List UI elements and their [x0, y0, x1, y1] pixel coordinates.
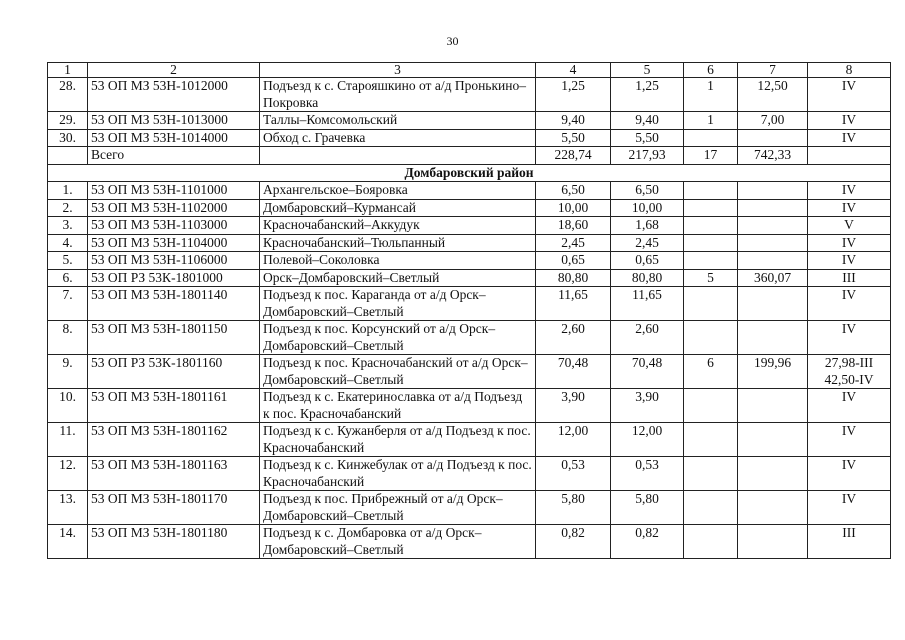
table-row — [48, 423, 891, 457]
road-length-hard-surface: 2,60 — [611, 321, 684, 355]
road-length: 9,40 — [536, 112, 611, 130]
structure-length — [738, 321, 808, 355]
structure-count: 6 — [684, 355, 738, 389]
road-length: 1,25 — [536, 78, 611, 112]
road-length-hard-surface: 1,25 — [611, 78, 684, 112]
road-category: IV — [808, 491, 891, 525]
row-number: 2. — [48, 199, 88, 217]
structure-length: 360,07 — [738, 269, 808, 287]
column-number: 2 — [88, 63, 260, 78]
structure-length — [738, 457, 808, 491]
road-length-hard-surface: 0,82 — [611, 525, 684, 559]
road-length: 70,48 — [536, 355, 611, 389]
road-length-hard-surface: 5,50 — [611, 129, 684, 147]
structure-length: 199,96 — [738, 355, 808, 389]
structure-length: 12,50 — [738, 78, 808, 112]
structure-count — [684, 234, 738, 252]
structure-count — [684, 287, 738, 321]
road-category: IV — [808, 252, 891, 270]
road-length-hard-surface: 3,90 — [611, 389, 684, 423]
total-structure-count: 17 — [684, 147, 738, 165]
row-number: 5. — [48, 252, 88, 270]
table-row — [48, 217, 891, 235]
road-name: Красночабанский–Аккудук — [260, 217, 536, 235]
table-row — [48, 525, 891, 559]
road-category: III — [808, 269, 891, 287]
road-name: Архангельское–Бояровка — [260, 182, 536, 200]
road-code: 53 ОП МЗ 53Н-1013000 — [88, 112, 260, 130]
structure-count — [684, 491, 738, 525]
road-length-hard-surface: 12,00 — [611, 423, 684, 457]
row-number: 28. — [48, 78, 88, 112]
structure-length — [738, 129, 808, 147]
road-category: IV — [808, 112, 891, 130]
road-length-hard-surface: 9,40 — [611, 112, 684, 130]
road-name: Подъезд к пос. Прибрежный от а/д Орск–Домбаровский–Светлый — [260, 491, 536, 525]
structure-count: 1 — [684, 112, 738, 130]
total-row — [48, 147, 891, 165]
road-code: 53 ОП МЗ 53Н-1106000 — [88, 252, 260, 270]
road-length: 6,50 — [536, 182, 611, 200]
empty-cell — [48, 147, 88, 165]
table-row — [48, 199, 891, 217]
row-number: 11. — [48, 423, 88, 457]
road-name: Подъезд к пос. Караганда от а/д Орск–Домбаровский–Светлый — [260, 287, 536, 321]
road-length-hard-surface: 11,65 — [611, 287, 684, 321]
road-code: 53 ОП МЗ 53Н-1801170 — [88, 491, 260, 525]
road-code: 53 ОП МЗ 53Н-1102000 — [88, 199, 260, 217]
structure-count — [684, 389, 738, 423]
road-name: Подъезд к с. Домбаровка от а/д Орск–Домбаровский–Светлый — [260, 525, 536, 559]
structure-length — [738, 491, 808, 525]
column-number: 7 — [738, 63, 808, 78]
road-code: 53 ОП РЗ 53К-1801000 — [88, 269, 260, 287]
structure-length — [738, 182, 808, 200]
structure-length — [738, 423, 808, 457]
section-header-row — [48, 164, 891, 182]
structure-count: 1 — [684, 78, 738, 112]
structure-length — [738, 199, 808, 217]
table-row — [48, 182, 891, 200]
structure-count — [684, 129, 738, 147]
road-code: 53 ОП МЗ 53Н-1801162 — [88, 423, 260, 457]
table-row — [48, 287, 891, 321]
road-code: 53 ОП МЗ 53Н-1012000 — [88, 78, 260, 112]
road-name: Подъезд к с. Екатеринославка от а/д Подъезд к пос. Красночабанский — [260, 389, 536, 423]
structure-length — [738, 525, 808, 559]
road-code: 53 ОП МЗ 53Н-1801163 — [88, 457, 260, 491]
road-length-hard-surface: 80,80 — [611, 269, 684, 287]
road-name: Обход с. Грачевка — [260, 129, 536, 147]
road-length-hard-surface: 70,48 — [611, 355, 684, 389]
structure-length — [738, 217, 808, 235]
road-code: 53 ОП МЗ 53Н-1014000 — [88, 129, 260, 147]
road-length: 2,60 — [536, 321, 611, 355]
column-number-row — [48, 63, 891, 78]
road-name: Домбаровский–Курмансай — [260, 199, 536, 217]
structure-count — [684, 321, 738, 355]
road-length: 0,53 — [536, 457, 611, 491]
total-structure-length: 742,33 — [738, 147, 808, 165]
structure-count — [684, 423, 738, 457]
road-length-hard-surface: 1,68 — [611, 217, 684, 235]
total-label: Всего — [88, 147, 260, 165]
road-length: 2,45 — [536, 234, 611, 252]
structure-count — [684, 199, 738, 217]
structure-count — [684, 182, 738, 200]
road-name: Полевой–Соколовка — [260, 252, 536, 270]
road-name: Таллы–Комсомольский — [260, 112, 536, 130]
road-category: V — [808, 217, 891, 235]
road-length-hard-surface: 5,80 — [611, 491, 684, 525]
table-row — [48, 269, 891, 287]
table-row — [48, 457, 891, 491]
structure-count — [684, 217, 738, 235]
road-name: Орск–Домбаровский–Светлый — [260, 269, 536, 287]
road-category: IV — [808, 234, 891, 252]
column-number: 4 — [536, 63, 611, 78]
structure-length — [738, 252, 808, 270]
road-name: Подъезд к с. Кинжебулак от а/д Подъезд к пос. Красночабанский — [260, 457, 536, 491]
page-number: 30 — [446, 34, 459, 48]
row-number: 10. — [48, 389, 88, 423]
road-category: IV — [808, 423, 891, 457]
structure-length — [738, 389, 808, 423]
road-category: IV — [808, 182, 891, 200]
row-number: 8. — [48, 321, 88, 355]
road-code: 53 ОП МЗ 53Н-1104000 — [88, 234, 260, 252]
road-length-hard-surface: 6,50 — [611, 182, 684, 200]
column-number: 1 — [48, 63, 88, 78]
row-number: 7. — [48, 287, 88, 321]
structure-count: 5 — [684, 269, 738, 287]
section-title: Домбаровский район — [48, 164, 891, 182]
road-length: 0,65 — [536, 252, 611, 270]
total-length: 228,74 — [536, 147, 611, 165]
empty-cell — [260, 147, 536, 165]
table-row — [48, 389, 891, 423]
road-code: 53 ОП МЗ 53Н-1103000 — [88, 217, 260, 235]
road-category: 27,98-III 42,50-IV — [808, 355, 891, 389]
road-code: 53 ОП МЗ 53Н-1801140 — [88, 287, 260, 321]
road-code: 53 ОП МЗ 53Н-1801161 — [88, 389, 260, 423]
road-category: III — [808, 525, 891, 559]
road-length-hard-surface: 2,45 — [611, 234, 684, 252]
row-number: 30. — [48, 129, 88, 147]
table-row — [48, 112, 891, 130]
structure-count — [684, 252, 738, 270]
table-row — [48, 355, 891, 389]
road-category: IV — [808, 129, 891, 147]
table-row — [48, 129, 891, 147]
row-number: 14. — [48, 525, 88, 559]
road-length: 11,65 — [536, 287, 611, 321]
column-number: 6 — [684, 63, 738, 78]
empty-cell — [808, 147, 891, 165]
row-number: 6. — [48, 269, 88, 287]
road-name: Подъезд к с. Кужанберля от а/д Подъезд к пос. Красночабанский — [260, 423, 536, 457]
road-category: IV — [808, 199, 891, 217]
road-name: Красночабанский–Тюльпанный — [260, 234, 536, 252]
road-length-hard-surface: 0,53 — [611, 457, 684, 491]
road-category: IV — [808, 457, 891, 491]
row-number: 9. — [48, 355, 88, 389]
road-length: 80,80 — [536, 269, 611, 287]
table-row — [48, 78, 891, 112]
row-number: 29. — [48, 112, 88, 130]
table-row — [48, 321, 891, 355]
table-row — [48, 234, 891, 252]
row-number: 12. — [48, 457, 88, 491]
row-number: 1. — [48, 182, 88, 200]
roads-table — [47, 62, 891, 559]
row-number: 13. — [48, 491, 88, 525]
road-length-hard-surface: 10,00 — [611, 199, 684, 217]
total-length-hard-surface: 217,93 — [611, 147, 684, 165]
road-name: Подъезд к с. Старояшкино от а/д Пронькино–Покровка — [260, 78, 536, 112]
road-length: 5,80 — [536, 491, 611, 525]
road-length: 12,00 — [536, 423, 611, 457]
road-length: 5,50 — [536, 129, 611, 147]
road-length-hard-surface: 0,65 — [611, 252, 684, 270]
road-length: 10,00 — [536, 199, 611, 217]
structure-count — [684, 525, 738, 559]
structure-length — [738, 234, 808, 252]
road-category: IV — [808, 78, 891, 112]
column-number: 8 — [808, 63, 891, 78]
column-number: 5 — [611, 63, 684, 78]
row-number: 4. — [48, 234, 88, 252]
table-row — [48, 491, 891, 525]
structure-length: 7,00 — [738, 112, 808, 130]
column-number: 3 — [260, 63, 536, 78]
road-category: IV — [808, 321, 891, 355]
road-code: 53 ОП МЗ 53Н-1101000 — [88, 182, 260, 200]
road-category: IV — [808, 389, 891, 423]
table-row — [48, 252, 891, 270]
structure-count — [684, 457, 738, 491]
structure-length — [738, 287, 808, 321]
road-code: 53 ОП РЗ 53К-1801160 — [88, 355, 260, 389]
road-category: IV — [808, 287, 891, 321]
road-code: 53 ОП МЗ 53Н-1801150 — [88, 321, 260, 355]
row-number: 3. — [48, 217, 88, 235]
road-length: 0,82 — [536, 525, 611, 559]
road-code: 53 ОП МЗ 53Н-1801180 — [88, 525, 260, 559]
road-name: Подъезд к пос. Корсунский от а/д Орск–Домбаровский–Светлый — [260, 321, 536, 355]
road-length: 18,60 — [536, 217, 611, 235]
road-length: 3,90 — [536, 389, 611, 423]
road-name: Подъезд к пос. Красночабанский от а/д Орск–Домбаровский–Светлый — [260, 355, 536, 389]
